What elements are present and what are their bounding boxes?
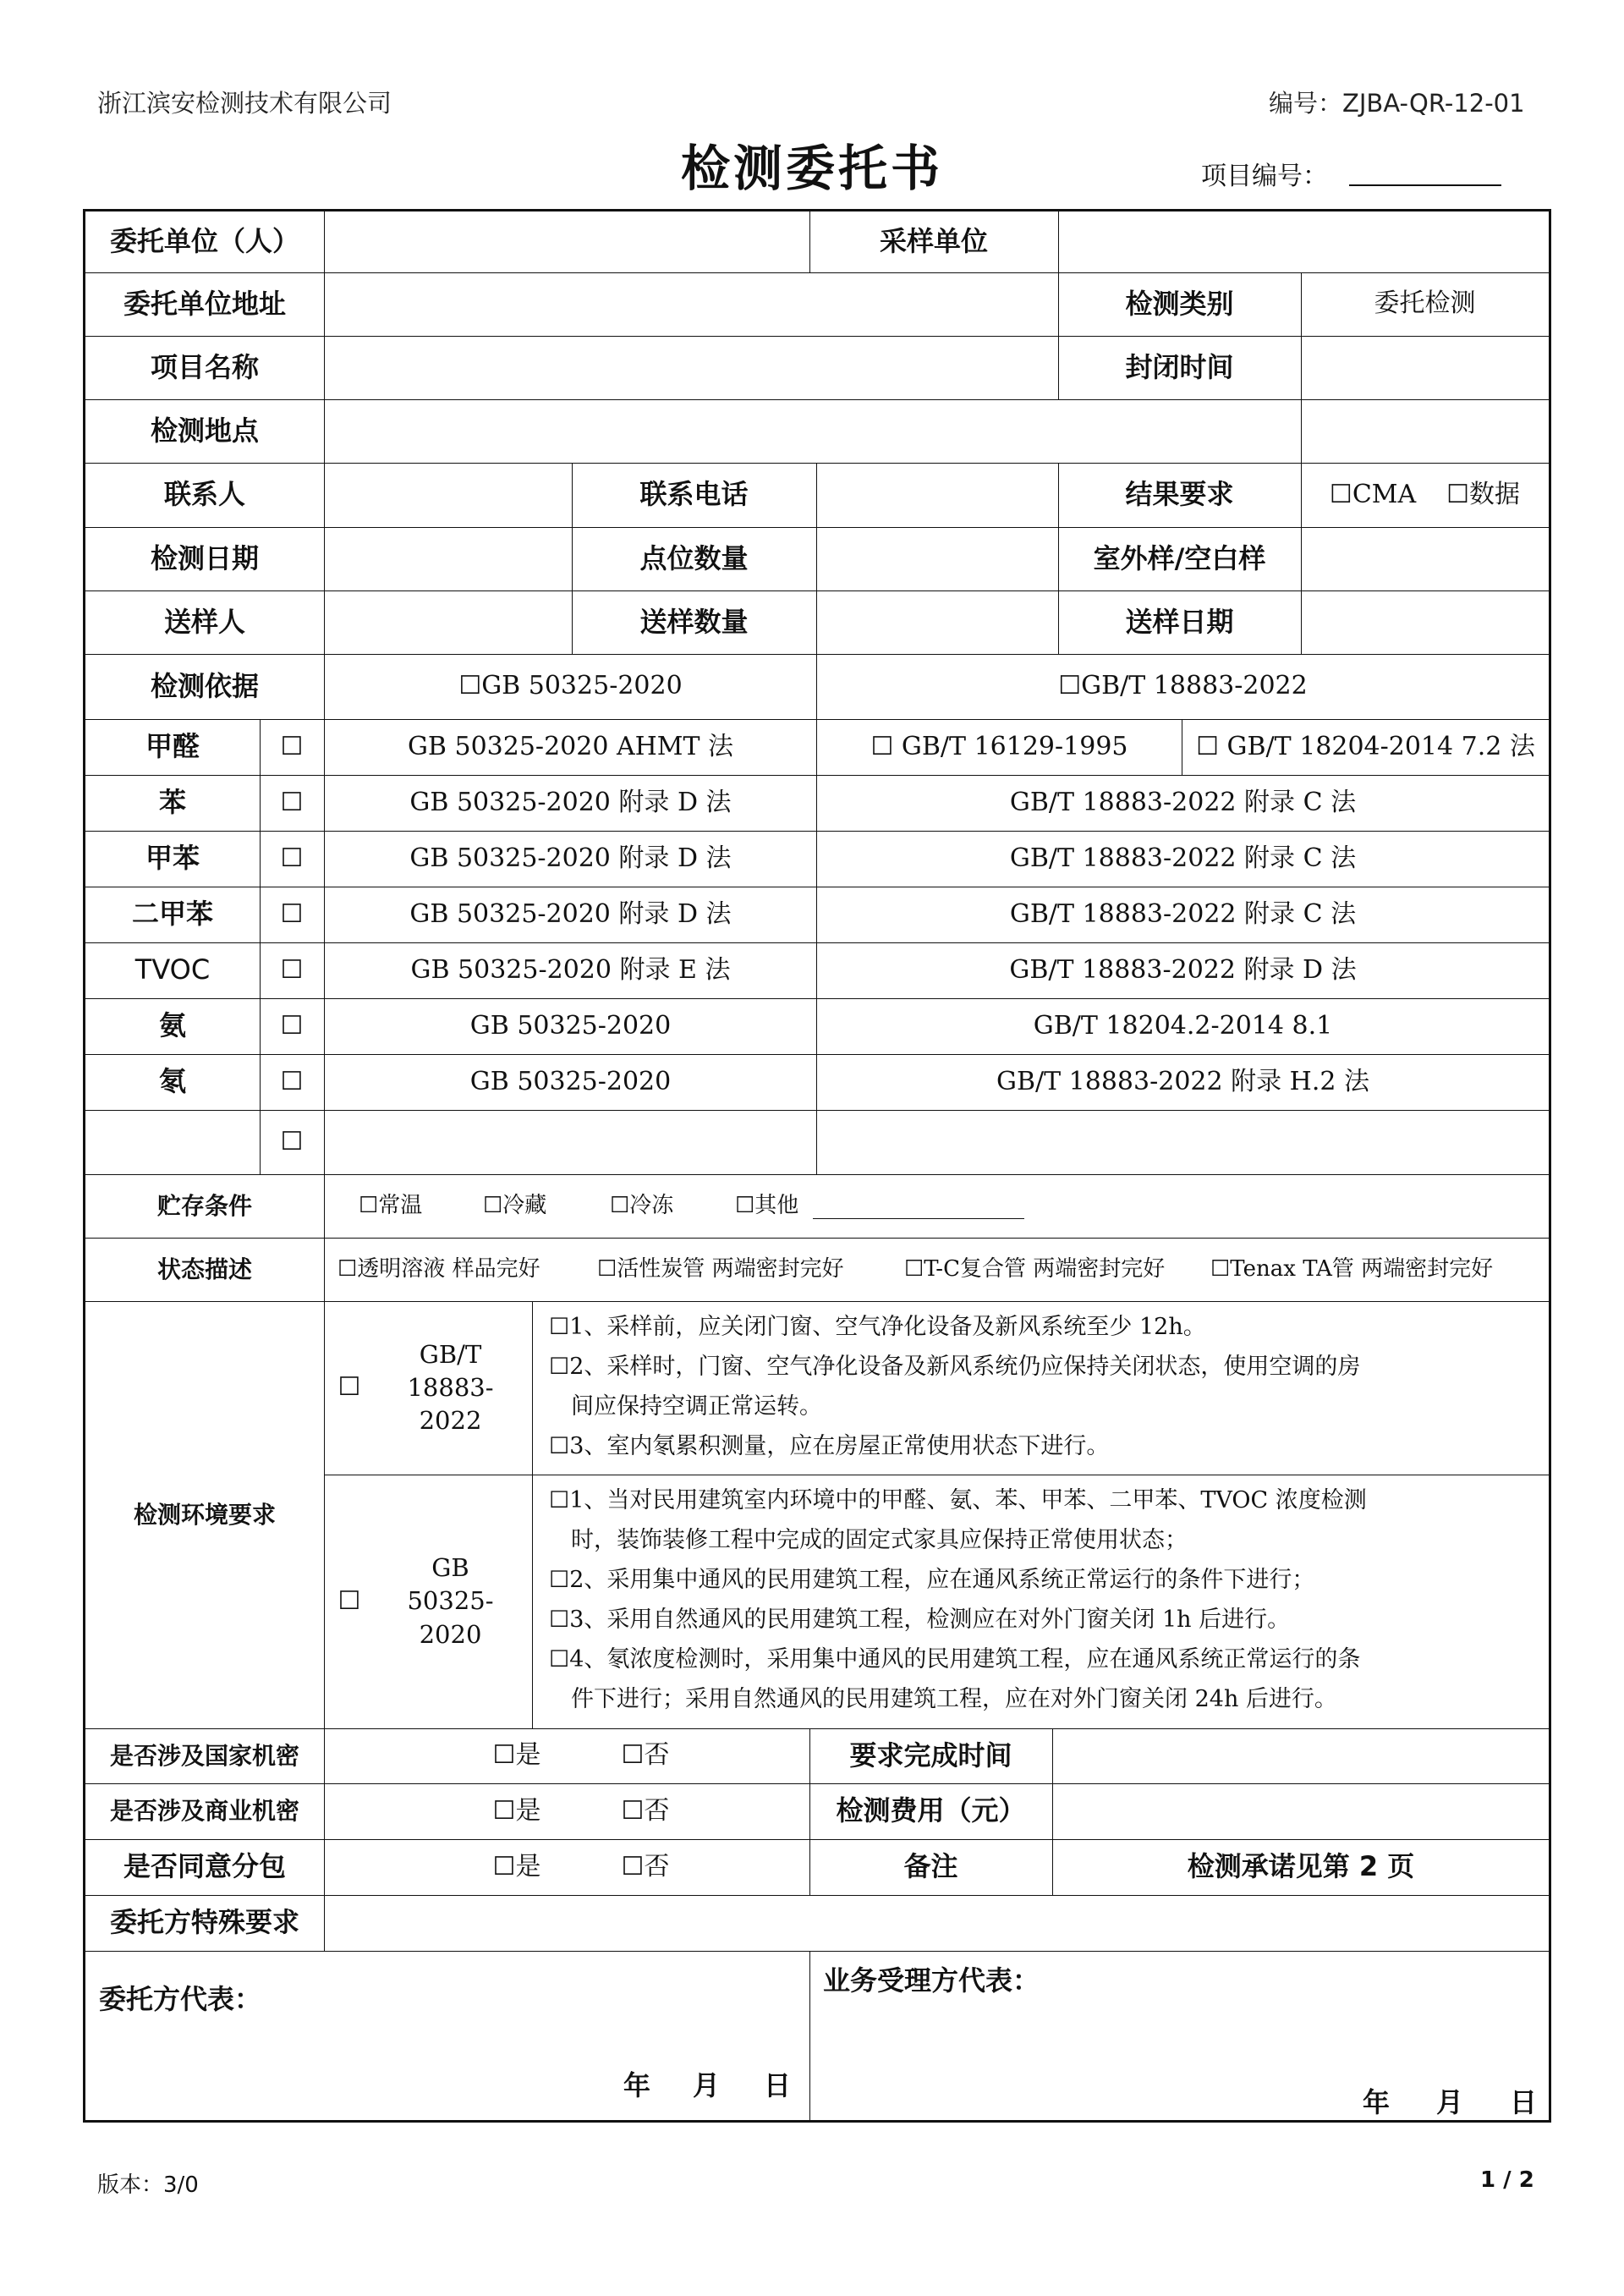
- phone-field[interactable]: [817, 463, 1058, 527]
- method-gb50325: GB 50325-2020 AHMT 法: [407, 731, 734, 761]
- storage-room-temp-checkbox[interactable]: ☐常温: [359, 1192, 423, 1218]
- outdoor-blank-field[interactable]: [1302, 527, 1549, 590]
- business-date-day: 日: [1510, 2086, 1538, 2118]
- cma-checkbox[interactable]: ☐CMA: [1329, 479, 1417, 509]
- closed-time-field[interactable]: [1301, 336, 1549, 399]
- send-date-field[interactable]: [1302, 590, 1549, 654]
- analyte-name: 苯: [158, 786, 186, 819]
- analyte-name-blank[interactable]: [85, 1110, 260, 1174]
- analyte-checkbox[interactable]: ☐: [280, 898, 304, 929]
- env-gbt18883-checkbox[interactable]: ☐: [337, 1372, 361, 1403]
- client-label: 委托单位（人）: [109, 225, 299, 258]
- method-gb50325: GB 50325-2020 附录 D 法: [409, 898, 732, 929]
- method-gbt18883: GB/T 18883-2022 附录 C 法: [1009, 787, 1357, 817]
- state-secret-yes-checkbox[interactable]: ☐是: [492, 1740, 541, 1771]
- requirement-item: ☐2、采用集中通风的民用建筑工程，应在通风系统正常运行的条件下进行；: [549, 1567, 1315, 1593]
- storage-refrigerated-checkbox[interactable]: ☐冷藏: [483, 1192, 547, 1218]
- method-gbt18883: GB/T 18883-2022 附录 H.2 法: [996, 1066, 1369, 1096]
- requirement-item: ☐3、室内氡累积测量，应在房屋正常使用状态下进行。: [549, 1433, 1110, 1459]
- storage-label: 贮存条件: [156, 1191, 252, 1220]
- env-gb50325-items: [549, 1480, 1539, 1719]
- project-name-field[interactable]: [325, 336, 1058, 399]
- requirement-item: ☐1、采样前，应关闭门窗、空气净化设备及新风系统至少 12h。: [549, 1314, 1206, 1340]
- client-date-day: 日: [764, 2069, 792, 2101]
- project-name-label: 项目名称: [150, 350, 259, 383]
- business-signature-area[interactable]: [823, 1997, 1542, 2098]
- analyte-name: 氡: [158, 1065, 186, 1098]
- commission-form: [83, 209, 1551, 2123]
- deadline-field[interactable]: [1053, 1728, 1549, 1783]
- method-gb50325: GB 50325-2020: [469, 1010, 672, 1041]
- environment-label: 检测环境要求: [133, 1500, 276, 1529]
- analyte-name: 甲苯: [145, 842, 200, 875]
- analyte-checkbox[interactable]: ☐: [280, 731, 304, 761]
- env-gbt18883-items: [549, 1307, 1539, 1466]
- test-location-field[interactable]: [325, 399, 1549, 463]
- point-count-label: 点位数量: [639, 541, 749, 574]
- phone-label: 联系电话: [639, 478, 749, 511]
- analyte-name: 氨: [158, 1009, 186, 1042]
- method-gbt18883: GB/T 18883-2022 附录 C 法: [1009, 898, 1357, 929]
- method-gbt18204-checkbox[interactable]: ☐ GB/T 18204-2014 7.2 法: [1196, 731, 1535, 761]
- requirement-item: ☐4、氡浓度检测时，采用集中通风的民用建筑工程，应在通风系统正常运行的条: [549, 1646, 1361, 1673]
- analyte-name: 二甲苯: [131, 898, 213, 931]
- test-category-value: 委托检测: [1374, 288, 1476, 319]
- state-tenax-tube-checkbox[interactable]: ☐Tenax TA管 两端密封完好: [1210, 1255, 1494, 1282]
- method-gbt18883: GB/T 18883-2022 附录 D 法: [1009, 954, 1357, 985]
- project-number-field[interactable]: [1349, 184, 1501, 186]
- requirement-item: ☐1、当对民用建筑室内环境中的甲醛、氨、苯、甲苯、二甲苯、TVOC 浓度检测: [549, 1487, 1367, 1513]
- send-date-label: 送样日期: [1125, 605, 1234, 638]
- commercial-secret-yes-checkbox[interactable]: ☐是: [492, 1795, 541, 1826]
- commercial-secret-no-checkbox[interactable]: ☐否: [621, 1795, 670, 1826]
- result-requirement-label: 结果要求: [1125, 478, 1234, 511]
- subcontract-yes-checkbox[interactable]: ☐是: [492, 1851, 541, 1881]
- subcontract-label: 是否同意分包: [123, 1850, 286, 1883]
- remark-label: 备注: [903, 1850, 958, 1883]
- client-address-label: 委托单位地址: [123, 287, 286, 320]
- special-requirement-label: 委托方特殊要求: [109, 1906, 299, 1939]
- basis-gb50325-checkbox[interactable]: ☐GB 50325-2020: [458, 671, 683, 701]
- company-name: 浙江滨安检测技术有限公司: [97, 89, 392, 118]
- method-gb50325: GB 50325-2020 附录 E 法: [410, 954, 731, 985]
- requirement-item: ☐2、采样时，门窗、空气净化设备及新风系统仍应保持关闭状态，使用空调的房: [549, 1354, 1361, 1380]
- requirement-item: ☐3、采用自然通风的民用建筑工程，检测应在对外门窗关闭 1h 后进行。: [549, 1607, 1291, 1633]
- requirement-item: 件下进行；采用自然通风的民用建筑工程，应在对外门窗关闭 24h 后进行。: [571, 1686, 1337, 1712]
- test-location-label: 检测地点: [150, 414, 259, 447]
- env-gb50325-standard: GB 50325-2020: [407, 1553, 494, 1649]
- env-gb50325-checkbox[interactable]: ☐: [337, 1585, 361, 1616]
- page-title: 检测委托书: [680, 140, 943, 197]
- method-gbt16129-checkbox[interactable]: ☐ GB/T 16129-1995: [870, 731, 1128, 761]
- client-address-field[interactable]: [325, 272, 1058, 336]
- basis-gbt18883-checkbox[interactable]: ☐GB/T 18883-2022: [1058, 671, 1308, 701]
- business-representative-label: 业务受理方代表：: [823, 1964, 1040, 1997]
- analyte-checkbox[interactable]: ☐: [280, 954, 304, 985]
- document-number: 编号：ZJBA-QR-12-01: [1269, 89, 1525, 118]
- client-field[interactable]: [325, 211, 809, 272]
- requirement-item: 间应保持空调正常运转。: [571, 1393, 822, 1420]
- state-secret-no-checkbox[interactable]: ☐否: [621, 1740, 670, 1771]
- analyte-checkbox[interactable]: ☐: [280, 1066, 304, 1096]
- deadline-label: 要求完成时间: [849, 1738, 1012, 1771]
- commercial-secret-label: 是否涉及商业机密: [109, 1797, 299, 1826]
- state-secret-label: 是否涉及国家机密: [109, 1741, 299, 1770]
- state-tc-tube-checkbox[interactable]: ☐T-C复合管 两端密封完好: [904, 1255, 1166, 1282]
- fee-field[interactable]: [1053, 1783, 1549, 1839]
- basis-label: 检测依据: [150, 669, 259, 702]
- analyte-checkbox[interactable]: ☐: [280, 787, 304, 817]
- outdoor-blank-label: 室外样/空白样: [1093, 541, 1266, 574]
- state-label: 状态描述: [156, 1255, 252, 1283]
- method-blank-field[interactable]: [817, 1110, 1549, 1174]
- point-count-field[interactable]: [817, 527, 1058, 590]
- state-carbon-tube-checkbox[interactable]: ☐活性炭管 两端密封完好: [597, 1255, 844, 1282]
- project-number-label: 项目编号：: [1201, 162, 1328, 191]
- storage-other-checkbox[interactable]: ☐其他: [735, 1192, 799, 1218]
- data-checkbox[interactable]: ☐数据: [1446, 479, 1521, 509]
- method-blank-field[interactable]: [325, 1110, 816, 1174]
- sender-field[interactable]: [325, 590, 572, 654]
- analyte-name: 甲醛: [145, 730, 200, 763]
- sampling-unit-label: 采样单位: [879, 225, 988, 258]
- remark-value: 检测承诺见第 2 页: [1187, 1850, 1415, 1883]
- client-representative-label: 委托方代表：: [99, 1983, 262, 2015]
- version-label: 版本：3/0: [97, 2172, 199, 2198]
- storage-frozen-checkbox[interactable]: ☐冷冻: [610, 1192, 674, 1218]
- requirement-item: 时，装饰装修工程中完成的固定式家具应保持正常使用状态；: [571, 1527, 1188, 1553]
- method-gb50325: GB 50325-2020 附录 D 法: [409, 787, 732, 817]
- sample-count-label: 送样数量: [639, 605, 749, 638]
- client-date-month: 月: [693, 2069, 721, 2101]
- analyte-checkbox[interactable]: ☐: [280, 843, 304, 873]
- analyte-checkbox[interactable]: ☐: [280, 1126, 304, 1156]
- test-category-label: 检测类别: [1125, 287, 1234, 320]
- special-requirement-field[interactable]: [325, 1895, 1549, 1951]
- contact-field[interactable]: [325, 463, 572, 527]
- sender-label: 送样人: [163, 605, 245, 638]
- method-gb50325: GB 50325-2020 附录 D 法: [409, 843, 732, 873]
- state-solution-checkbox[interactable]: ☐透明溶液 样品完好: [337, 1255, 540, 1282]
- env-gbt18883-standard: GB/T 18883-2022: [407, 1339, 494, 1436]
- closed-time-label: 封闭时间: [1125, 350, 1234, 383]
- business-date-month: 月: [1436, 2086, 1464, 2118]
- storage-other-field[interactable]: [813, 1218, 1024, 1219]
- contact-label: 联系人: [163, 478, 245, 511]
- analyte-checkbox[interactable]: ☐: [280, 1010, 304, 1041]
- business-date-year: 年: [1363, 2086, 1391, 2118]
- method-gbt18883: GB/T 18883-2022 附录 C 法: [1009, 843, 1357, 873]
- test-date-label: 检测日期: [150, 541, 259, 574]
- sample-count-field[interactable]: [817, 590, 1058, 654]
- sampling-unit-field[interactable]: [1059, 211, 1549, 272]
- method-gb50325: GB 50325-2020: [469, 1066, 672, 1096]
- page-number: 1 / 2: [1480, 2167, 1534, 2193]
- test-date-field[interactable]: [325, 527, 572, 590]
- client-date-year: 年: [623, 2069, 651, 2101]
- analyte-name: TVOC: [134, 953, 211, 986]
- subcontract-no-checkbox[interactable]: ☐否: [621, 1851, 670, 1881]
- method-gbt18204: GB/T 18204.2-2014 8.1: [1033, 1010, 1333, 1041]
- fee-label: 检测费用（元）: [836, 1794, 1026, 1827]
